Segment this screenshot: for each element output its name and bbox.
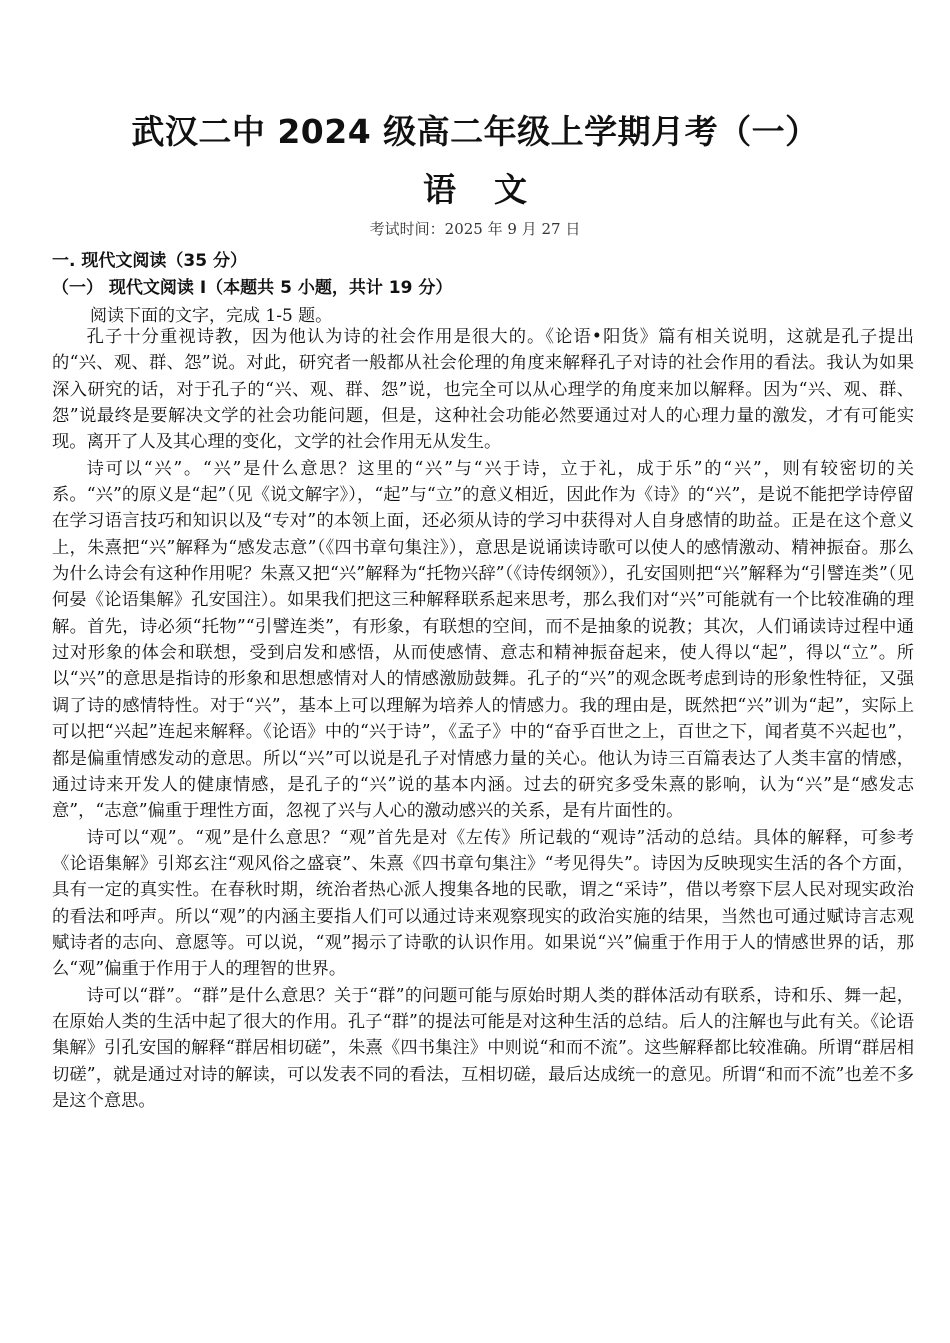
reading-passage	[52, 324, 914, 1114]
subject-text: 语文	[423, 170, 565, 209]
reading-instruction: 阅读下面的文字，完成 1-5 题。	[90, 306, 333, 326]
exam-time: 考试时间：2025 年 9 月 27 日	[369, 220, 581, 238]
exam-title: 武汉二中 2024 级高二年级上学期月考（一）	[131, 112, 819, 151]
passage-paragraph-3: 诗可以“观”。“观”是什么意思？“观”首先是对《左传》所记载的“观诗”活动的总结。具体的解释，可参考《论语集解》引郑玄注“观风俗之盛衰”、朱熹《四书章句集注》“考见得失”。诗因为反映现实生活的各个方面，具有一定的真实性。在春秋时期，统治者热心派人搜集各地的民歌，谓之“采诗”，借以考察下层人民对现实政治的看法和呼声。所以“观”的内涵主要指人们可以通过诗来观察现实的政治实施的结果，当然也可通过赋诗言志观赋诗者的志向、意愿等。可以说，“观”揭示了诗歌的认识作用。如果说“兴”偏重于作用于人的情感世界的话，那么“观”偏重于作用于人的理智的世界。	[52, 827, 914, 980]
section-heading: 一. 现代文阅读（35 分）	[52, 251, 247, 271]
passage-paragraph-4: 诗可以“群”。“群”是什么意思？关于“群”的问题可能与原始时期人类的群体活动有联系，诗和乐、舞一起，在原始人类的生活中起了很大的作用。孔子“群”的提法可能是对这种生活的总结。后人的注解也与此有关。《论语集解》引孔安国的解释“群居相切磋”，朱熹《四书集注》中则说“和而不流”。这些解释都比较准确。所谓“群居相切磋”，就是通过对诗的解读，可以发表不同的看法，互相切磋，最后达成统一的意见。所谓“和而不流”也差不多是这个意思。	[52, 985, 914, 1111]
passage-paragraph-1: 孔子十分重视诗教，因为他认为诗的社会作用是很大的。《论语•阳货》篇有相关说明，这就是孔子提出的“兴、观、群、怨”说。对此，研究者一般都从社会伦理的角度来解释孔子对诗的社会作用的看法。我认为如果深入研究的话，对于孔子的“兴、观、群、怨”说，也完全可以从心理学的角度来加以解释。因为“兴、观、群、怨”说最终是要解决文学的社会功能问题，但是，这种社会功能必然要通过对人的心理力量的激发，才有可能实现。离开了人及其心理的变化，文学的社会作用无从发生。	[52, 327, 914, 453]
subject-title	[0, 164, 950, 211]
subsection-heading: （一） 现代文阅读 I（本题共 5 小题，共计 19 分）	[52, 278, 453, 298]
passage-paragraph-2: 诗可以“兴”。“兴”是什么意思？这里的“兴”与“兴于诗，立于礼，成于乐”的“兴”，则有较密切的关系。“兴”的原义是“起”（见《说文解字》），“起”与“立”的意义相近，因此作为《诗》的“兴”，是说不能把学诗停留在学习语言技巧和知识以及“专对”的本领上面，还必须从诗的学习中获得对人自身感情的助益。正是在这个意义上，朱熹把“兴”解释为“感发志意”（《四书章句集注》），意思是说诵读诗歌可以使人的感情激动、精神振奋。那么为什么诗会有这种作用呢？朱熹又把“兴”解释为“托物兴辞”（《诗传纲领》），孔安国则把“兴”解释为“引譬连类”（见何晏《论语集解》孔安国注）。如果我们把这三种解释联系起来思考，那么我们对“兴”可能就有一个比较准确的理解。首先，诗必须“托物”“引譬连类”，有形象，有联想的空间，而不是抽象的说教；其次，人们诵读诗过程中通过对形象的体会和联想，受到启发和感悟，从而使感情、意志和精神振奋起来，使人得以“起”，得以“立”。所以“兴”的意思是指诗的形象和思想感情对人的情感激励鼓舞。孔子的“兴”的观念既考虑到诗的形象性特征，又强调了诗的感情特性。对于“兴”，基本上可以理解为培养人的情感力。我的理由是，既然把“兴”训为“起”，实际上可以把“兴起”连起来解释。《论语》中的“兴于诗”，《孟子》中的“奋乎百世之上，百世之下，闻者莫不兴起也”，都是偏重情感发动的意思。所以“兴”可以说是孔子对情感力量的关心。他认为诗三百篇表达了人类丰富的情感，通过诗来开发人的健康情感，是孔子的“兴”说的基本内涵。过去的研究多受朱熹的影响，认为“兴”是“感发志意”，“志意”偏重于理性方面，忽视了兴与人心的激动感兴的关系，是有片面性的。	[52, 458, 914, 822]
